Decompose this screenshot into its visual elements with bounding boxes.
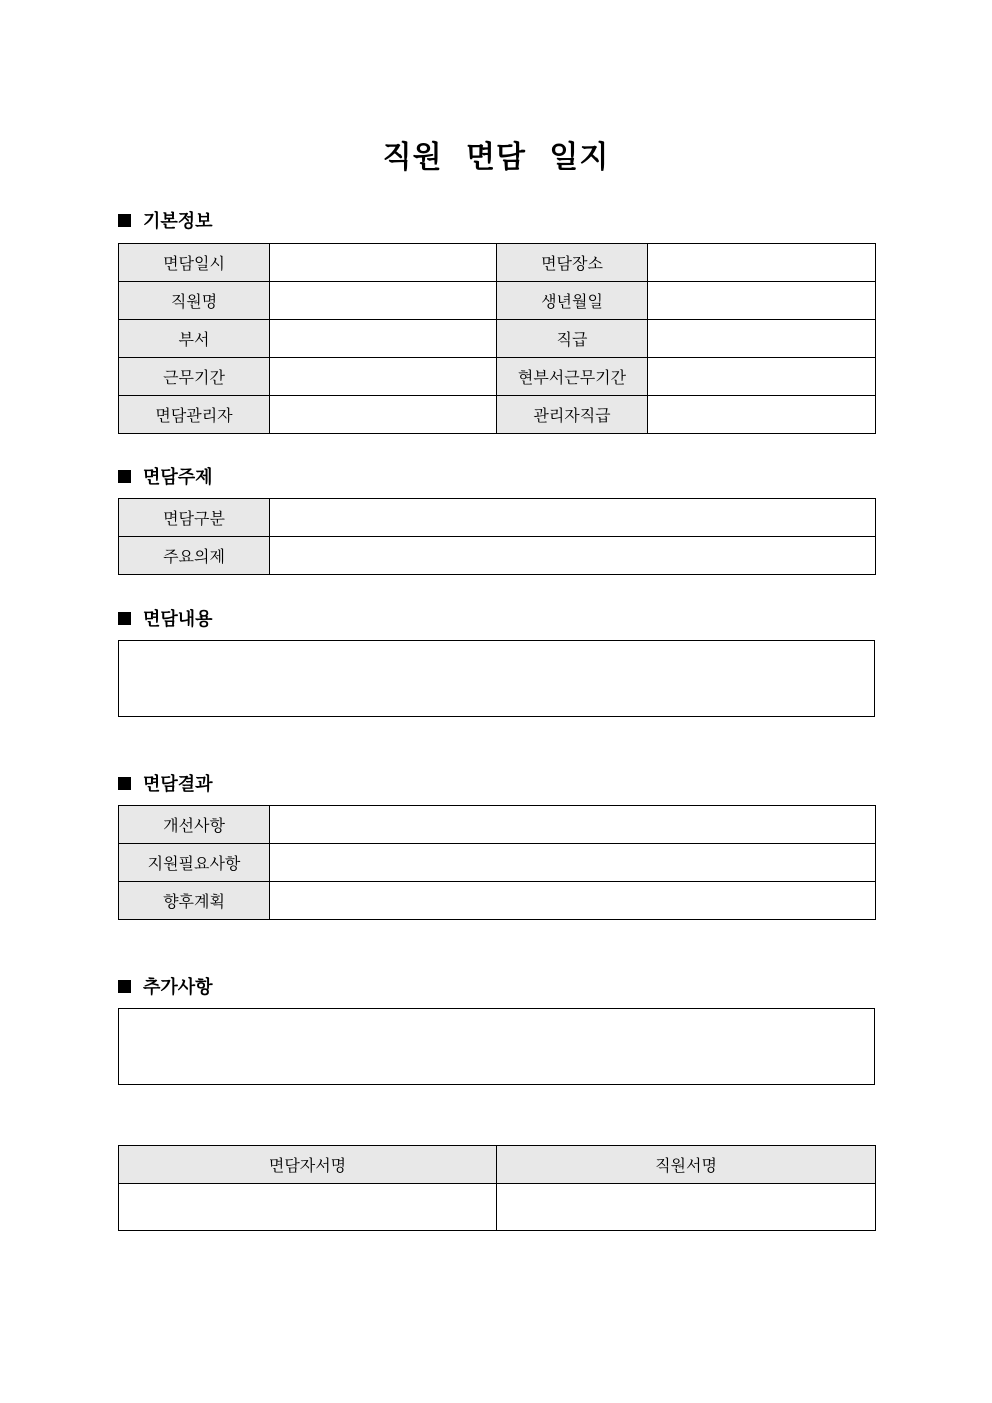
field-value-cell[interactable] <box>270 244 497 282</box>
section-title: 면담결과 <box>143 774 213 795</box>
field-value-cell[interactable] <box>270 282 497 320</box>
basic-info-table <box>118 243 876 434</box>
interviewer-signature-label: 면담자서명 <box>119 1146 497 1184</box>
square-bullet-icon <box>118 214 131 227</box>
employee-signature-cell[interactable] <box>497 1184 876 1231</box>
field-label: 개선사항 <box>119 806 270 844</box>
field-value-cell[interactable] <box>270 396 497 434</box>
field-value-cell[interactable] <box>270 320 497 358</box>
field-value-cell[interactable] <box>270 358 497 396</box>
table-row <box>119 358 876 396</box>
section-heading-extra <box>118 974 213 1002</box>
table-row <box>119 844 876 882</box>
field-value-cell[interactable] <box>648 244 876 282</box>
section-title: 추가사항 <box>143 977 213 998</box>
field-value-cell[interactable] <box>270 806 876 844</box>
table-row <box>119 537 876 575</box>
field-label: 면담장소 <box>497 244 648 282</box>
table-row <box>119 806 876 844</box>
table-row <box>119 882 876 920</box>
square-bullet-icon <box>118 470 131 483</box>
field-value-cell[interactable] <box>648 396 876 434</box>
field-label: 현부서근무기간 <box>497 358 648 396</box>
table-row <box>119 320 876 358</box>
field-value-cell[interactable] <box>648 320 876 358</box>
field-label: 면담일시 <box>119 244 270 282</box>
result-table <box>118 805 876 920</box>
section-heading-result <box>118 771 213 799</box>
topic-table <box>118 498 876 575</box>
field-value-cell[interactable] <box>270 844 876 882</box>
table-row <box>119 244 876 282</box>
field-label: 지원필요사항 <box>119 844 270 882</box>
employee-signature-label: 직원서명 <box>497 1146 876 1184</box>
field-label: 직급 <box>497 320 648 358</box>
section-heading-content <box>118 606 213 634</box>
section-title: 기본정보 <box>143 211 213 232</box>
extra-text-area[interactable] <box>118 1008 875 1085</box>
section-heading-basic-info <box>118 208 213 236</box>
field-label: 근무기간 <box>119 358 270 396</box>
field-label: 관리자직급 <box>497 396 648 434</box>
field-label: 면담구분 <box>119 499 270 537</box>
field-value-cell[interactable] <box>270 499 876 537</box>
field-value-cell[interactable] <box>648 282 876 320</box>
field-label: 부서 <box>119 320 270 358</box>
table-row <box>119 1184 876 1231</box>
page-title: 직원 면담 일지 <box>382 140 610 175</box>
square-bullet-icon <box>118 980 131 993</box>
content-text-area[interactable] <box>118 640 875 717</box>
field-value-cell[interactable] <box>270 882 876 920</box>
field-label: 생년월일 <box>497 282 648 320</box>
field-label: 주요의제 <box>119 537 270 575</box>
square-bullet-icon <box>118 777 131 790</box>
field-value-cell[interactable] <box>648 358 876 396</box>
table-row <box>119 282 876 320</box>
signature-table <box>118 1145 876 1231</box>
table-row <box>119 499 876 537</box>
field-label: 면담관리자 <box>119 396 270 434</box>
section-title: 면담내용 <box>143 609 213 630</box>
field-label: 직원명 <box>119 282 270 320</box>
field-value-cell[interactable] <box>270 537 876 575</box>
interviewer-signature-cell[interactable] <box>119 1184 497 1231</box>
table-row <box>119 396 876 434</box>
field-label: 향후계획 <box>119 882 270 920</box>
square-bullet-icon <box>118 612 131 625</box>
section-heading-topic <box>118 464 213 492</box>
section-title: 면담주제 <box>143 467 213 488</box>
table-row <box>119 1146 876 1184</box>
